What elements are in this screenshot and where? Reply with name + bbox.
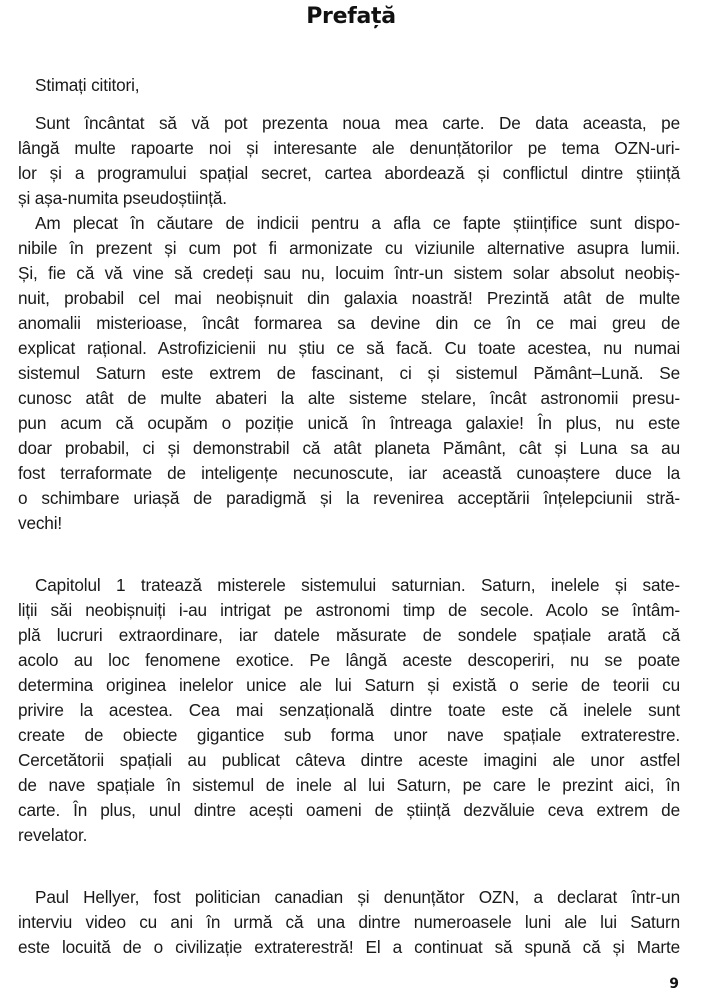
paragraph-3-line: de nave spațiale în sistemul de inele al lui Saturn, pe care le prezint aici, în <box>18 775 680 795</box>
paragraph-4-line: interviu video cu ani în urmă că una dintre numeroasele luni ale lui Saturn <box>18 912 680 932</box>
paragraph-2-line: nibile în prezent și cum pot fi armonizate cu viziunile alternative asupra lumii. <box>18 238 680 258</box>
paragraph-2-line: pun acum că ocupăm o poziție unică în întreaga galaxie! În plus, nu este <box>18 413 680 433</box>
paragraph-3-line: revelator. <box>18 825 88 845</box>
paragraph-2-line: Și, fie că vă vine să credeți sau nu, locuim într-un sistem solar absolut neobiș- <box>18 263 680 283</box>
paragraph-3-line: liții săi neobișnuiți i-au intrigat pe astronomi timp de secole. Acolo se întâm- <box>18 600 680 620</box>
paragraph-3-line: plă lucruri extraordinare, iar datele măsurate de sondele spațiale arată că <box>18 625 680 645</box>
paragraph-3-line: determina originea inelelor unice ale lui Saturn și există o serie de teorii cu <box>18 675 680 695</box>
salutation: Stimați cititori, <box>35 75 140 95</box>
paragraph-1-line: lângă multe rapoarte noi și interesante ale denunțătorilor pe tema OZN-uri- <box>18 138 680 158</box>
paragraph-2-line: explicat rațional. Astrofizicienii nu știu ce să facă. Cu toate acestea, nu numai <box>18 338 680 358</box>
paragraph-1-line: și așa-numita pseudoștiință. <box>18 188 227 208</box>
paragraph-2-line: doar probabil, ci și demonstrabil că atât planeta Pământ, cât și Luna sa au <box>18 438 680 458</box>
page-number: 9 <box>669 976 679 992</box>
paragraph-3-line: Cercetătorii spațiali au publicat câteva dintre aceste imagini ale unor astfel <box>18 750 680 770</box>
paragraph-2-line: vechi! <box>18 513 62 533</box>
paragraph-3-line: create de obiecte gigantice sub forma unor nave spațiale extraterestre. <box>18 725 680 745</box>
paragraph-3-line: Capitolul 1 tratează misterele sistemului saturnian. Saturn, inelele și sate- <box>35 575 680 595</box>
paragraph-2-line: fost terraformate de inteligențe necunoscute, iar această cunoaștere duce la <box>18 463 680 483</box>
paragraph-2-line: Am plecat în căutare de indicii pentru a afla ce fapte științifice sunt dispo- <box>35 213 680 233</box>
paragraph-4-line: Paul Hellyer, fost politician canadian și denunțător OZN, a declarat într-un <box>35 887 680 907</box>
paragraph-2-line: o schimbare uriașă de paradigmă și la revenirea acceptării înțelepciunii stră- <box>18 488 680 508</box>
paragraph-1-line: lor și a programului spațial secret, cartea abordează și conflictul dintre știință <box>18 163 680 183</box>
paragraph-3-line: carte. În plus, unul dintre acești oameni de știință dezvăluie ceva extrem de <box>18 800 680 820</box>
paragraph-2-line: nuit, probabil cel mai neobișnuit din galaxia noastră! Prezintă atât de multe <box>18 288 680 308</box>
paragraph-2-line: sistemul Saturn este extrem de fascinant, ci și sistemul Pământ–Lună. Se <box>18 363 680 383</box>
paragraph-4-line: este locuită de o civilizație extraterestră! El a continuat să spună că și Marte <box>18 937 680 957</box>
paragraph-3-line: acolo au loc fenomene exotice. Pe lângă aceste descoperiri, nu se poate <box>18 650 680 670</box>
page-title: Prefață <box>306 4 396 29</box>
paragraph-2-line: cunosc atât de multe abateri la alte sisteme stelare, încât astronomii presu- <box>18 388 680 408</box>
paragraph-1-line: Sunt încântat să vă pot prezenta noua mea carte. De data aceasta, pe <box>35 113 680 133</box>
paragraph-3-line: privire la acestea. Cea mai senzațională dintre toate este că inelele sunt <box>18 700 680 720</box>
paragraph-2-line: anomalii misterioase, încât formarea sa devine din ce în ce mai greu de <box>18 313 680 333</box>
